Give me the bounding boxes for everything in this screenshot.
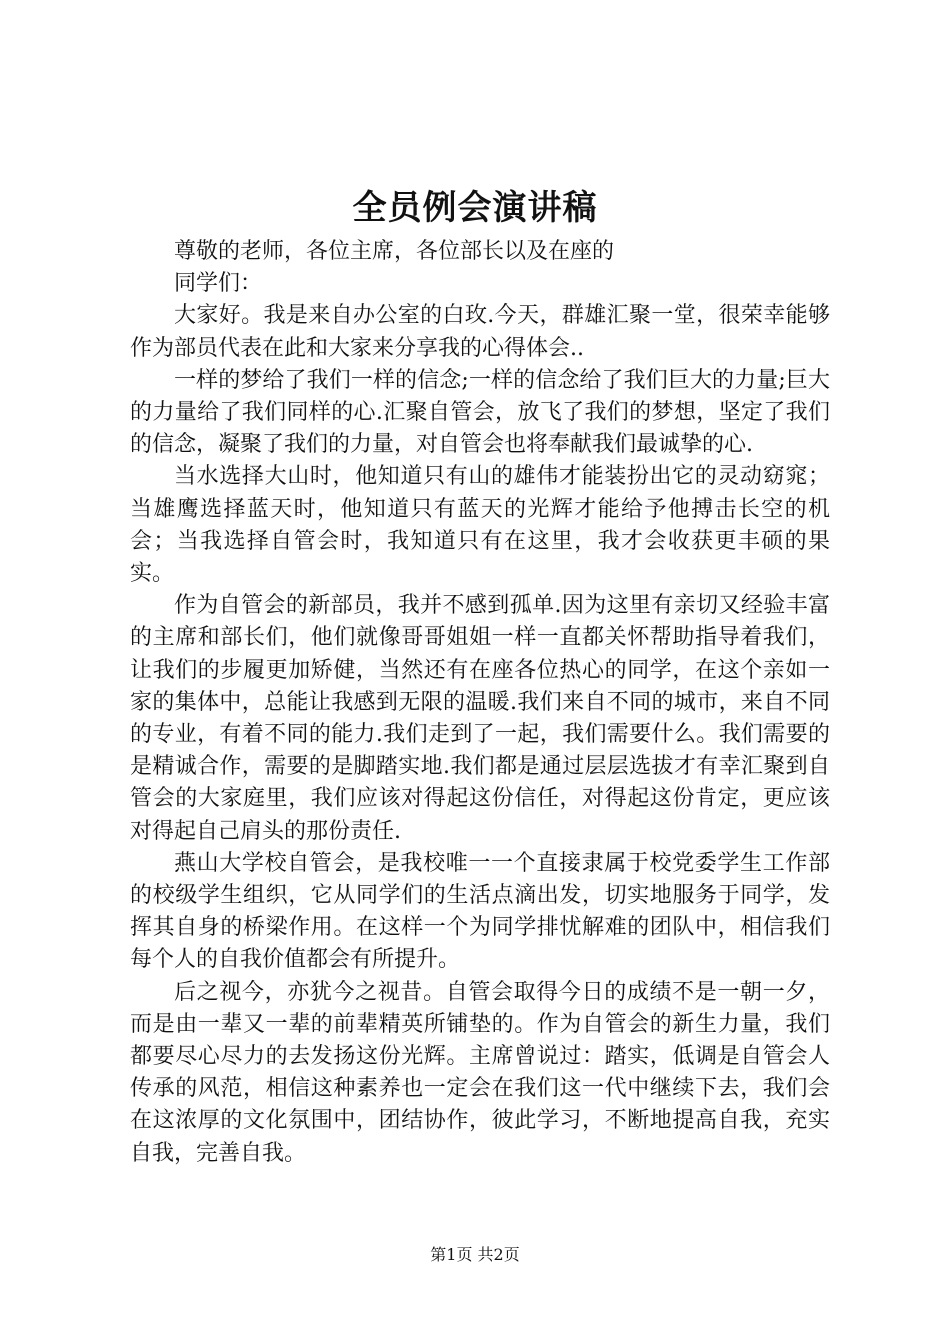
paragraph: 后之视今，亦犹今之视昔。自管会取得今日的成绩不是一朝一夕，而是由一辈又一辈的前辈精英所铺垫的。作为自管会的新生力量，我们都要尽心尽力的去发扬这份光辉。主席曾说过：踏实，低调是自管会人传承的风范，相信这种素养也一定会在我们这一代中继续下去，我们会在这浓厚的文化氛围中，团结协作，彼此学习，不断地提高自我，充实自我，完善自我。 (130, 979, 830, 1166)
paragraph: 作为自管会的新部员，我并不感到孤单.因为这里有亲切又经验丰富的主席和部长们，他们就像哥哥姐姐一样一直都关怀帮助指导着我们，让我们的步履更加矫健，当然还有在座各位热心的同学，在这个亲如一家的集体中，总能让我感到无限的温暖.我们来自不同的城市，来自不同的专业，有着不同的能力.我们走到了一起，我们需要什么。我们需要的是精诚合作，需要的是脚踏实地.我们都是通过层层选拔才有幸汇聚到自管会的大家庭里，我们应该对得起这份信任，对得起这份肯定，更应该对得起自己肩头的那份责任. (130, 593, 830, 844)
paragraph: 当水选择大山时，他知道只有山的雄伟才能装扮出它的灵动窈窕；当雄鹰选择蓝天时，他知道只有蓝天的光辉才能给予他搏击长空的机会；当我选择自管会时，我知道只有在这里，我才会收获更丰硕的果实。 (130, 464, 830, 587)
paragraph: 一样的梦给了我们一样的信念;一样的信念给了我们巨大的力量;巨大的力量给了我们同样的心.汇聚自管会，放飞了我们的梦想，坚定了我们的信念，凝聚了我们的力量，对自管会也将奉献我们最诚挚的心. (130, 367, 830, 458)
paragraph-salutation: 尊敬的老师，各位主席，各位部长以及在座的 (174, 239, 615, 264)
page-number-footer: 第1页 共2页 (430, 1245, 520, 1264)
paragraph-salutation-cont: 同学们： (174, 271, 263, 297)
paragraph: 燕山大学校自管会，是我校唯一一个直接隶属于校党委学生工作部的校级学生组织，它从同学们的生活点滴出发，切实地服务于同学，发挥其自身的桥梁作用。在这样一个为同学排忧解难的团队中，相信我们每个人的自我价值都会有所提升。 (130, 850, 830, 973)
document-body (130, 236, 830, 1170)
paragraph: 大家好。我是来自办公室的白玫.今天，群雄汇聚一堂，很荣幸能够作为部员代表在此和大家来分享我的心得体会.. (130, 303, 830, 361)
document-title: 全员例会演讲稿 (352, 188, 598, 228)
